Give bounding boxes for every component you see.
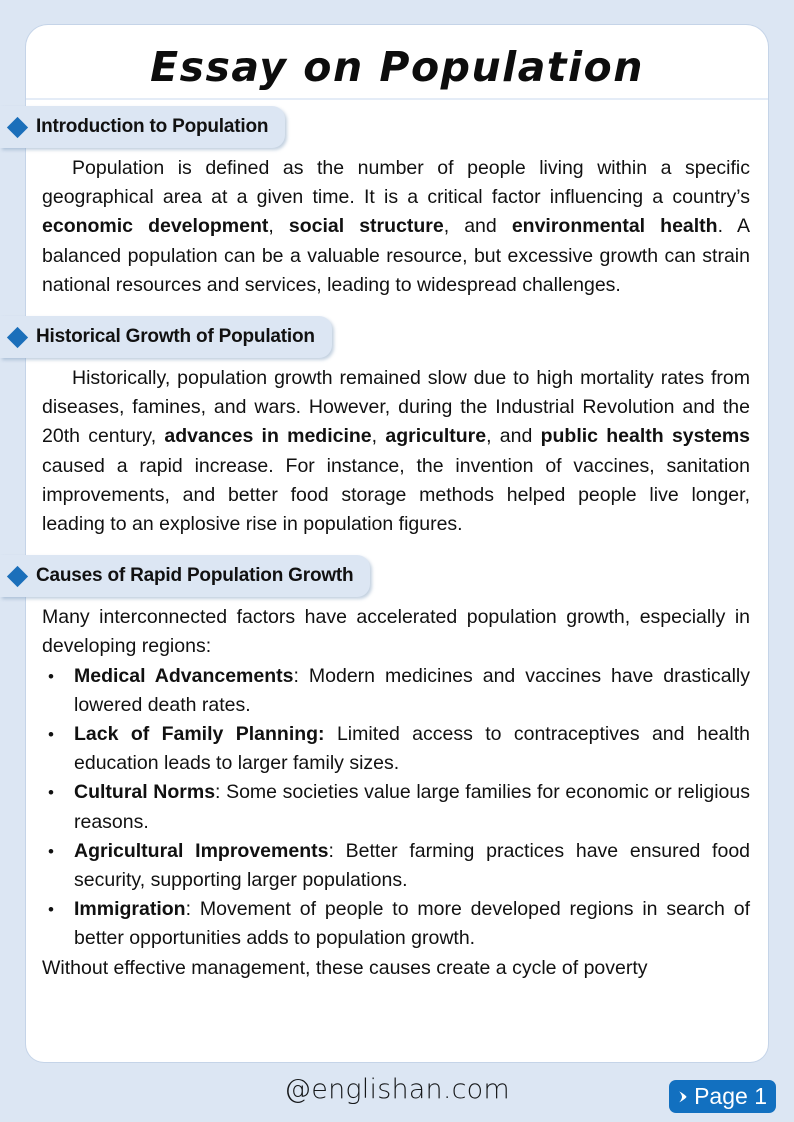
page-title: Essay on Population [150,43,644,91]
list-item-separator: : [293,664,309,687]
section-paragraph [0,362,794,539]
list-item-text: Some societies value large families for economic or religious reasons. [74,781,750,833]
list-item-text: Movement of people to more developed regions in search of better opportunities adds to population growth. [74,898,750,950]
section-heading-pill [0,106,285,148]
body-text: Historically, population growth remained slow due to high mortality rates from diseases, famines, and wars. However, during the Industrial Revolution and the 20th century, [42,367,750,448]
body-text: , and [443,215,512,238]
list-item [42,720,750,778]
section-heading-label: Causes of Rapid Population Growth [36,565,354,587]
list-item-text: Better farming practices have ensured food security, supporting larger populations. [74,839,751,892]
emphasis-text: agriculture [385,425,487,448]
section-heading-causes-of-rapid-population-growth [0,555,794,597]
list-item-term: Medical Advancements [74,664,294,687]
body-text: Population is defined as the number of people living within a specific geographical area at a given time. It is a critical factor influencing a country’s [42,157,750,209]
title-band [26,25,768,100]
emphasis-text: economic development [42,215,269,238]
page-number-label: Page 1 [694,1083,767,1109]
section-spacer [0,539,794,555]
section-heading-label: Introduction to Population [36,116,269,137]
list-item-text: Modern medicines and vaccines have drastically lowered death rates. [74,664,750,716]
list-item [42,662,750,720]
list-item-separator: : [215,781,227,804]
section-heading-pill [0,316,332,358]
list-item [42,778,750,836]
emphasis-text: environmental health [511,215,718,238]
diamond-icon [7,326,28,347]
body-text: , and [486,425,541,448]
section-heading-pill [0,555,370,597]
section-heading-label: Historical Growth of Population [36,326,315,348]
section-heading-introduction-to-population [0,106,794,148]
body-text: , [268,215,289,238]
list-item [42,895,750,953]
emphasis-text: social structure [288,215,444,238]
section-closing-text: Without effective management, these causes create a cycle of poverty [42,956,648,979]
page-footer [0,1062,794,1122]
list-item-term: Agricultural Improvements [74,839,329,862]
body-text: , [371,425,386,448]
section-lead-text: Many interconnected factors have accelerated population growth, especially in developing regions: [42,606,750,658]
list-item-term: Cultural Norms [74,781,216,804]
section-heading-historical-growth-of-population [0,316,794,358]
causes-list [0,662,794,954]
section-paragraph [0,152,794,300]
page-number-badge [669,1080,776,1113]
site-credit: @englishan.com [284,1074,510,1105]
list-item-text: Limited access to contraceptives and health education leads to larger family sizes. [74,723,750,775]
list-item-separator [325,723,337,745]
diamond-icon [7,116,28,137]
body-text: . A balanced population can be a valuable resource, but excessive growth can strain national resources and services, leading to widespread challenges. [42,215,751,296]
list-item [42,837,750,895]
document-content [0,106,794,983]
section-spacer [0,300,794,316]
list-item-separator: : [185,898,200,921]
emphasis-text: public health systems [540,425,750,448]
list-item-term: Immigration [74,898,186,921]
body-text: caused a rapid increase. For instance, the invention of vaccines, sanitation improvements, and better food storage methods helped people live longer, leading to an explosive rise in population figures. [42,454,750,536]
emphasis-text: advances in medicine [164,425,372,448]
list-item-term: Lack of Family Planning: [74,723,325,746]
arrow-right-icon [675,1088,693,1106]
list-item-separator: : [328,839,346,862]
diamond-icon [7,566,28,587]
